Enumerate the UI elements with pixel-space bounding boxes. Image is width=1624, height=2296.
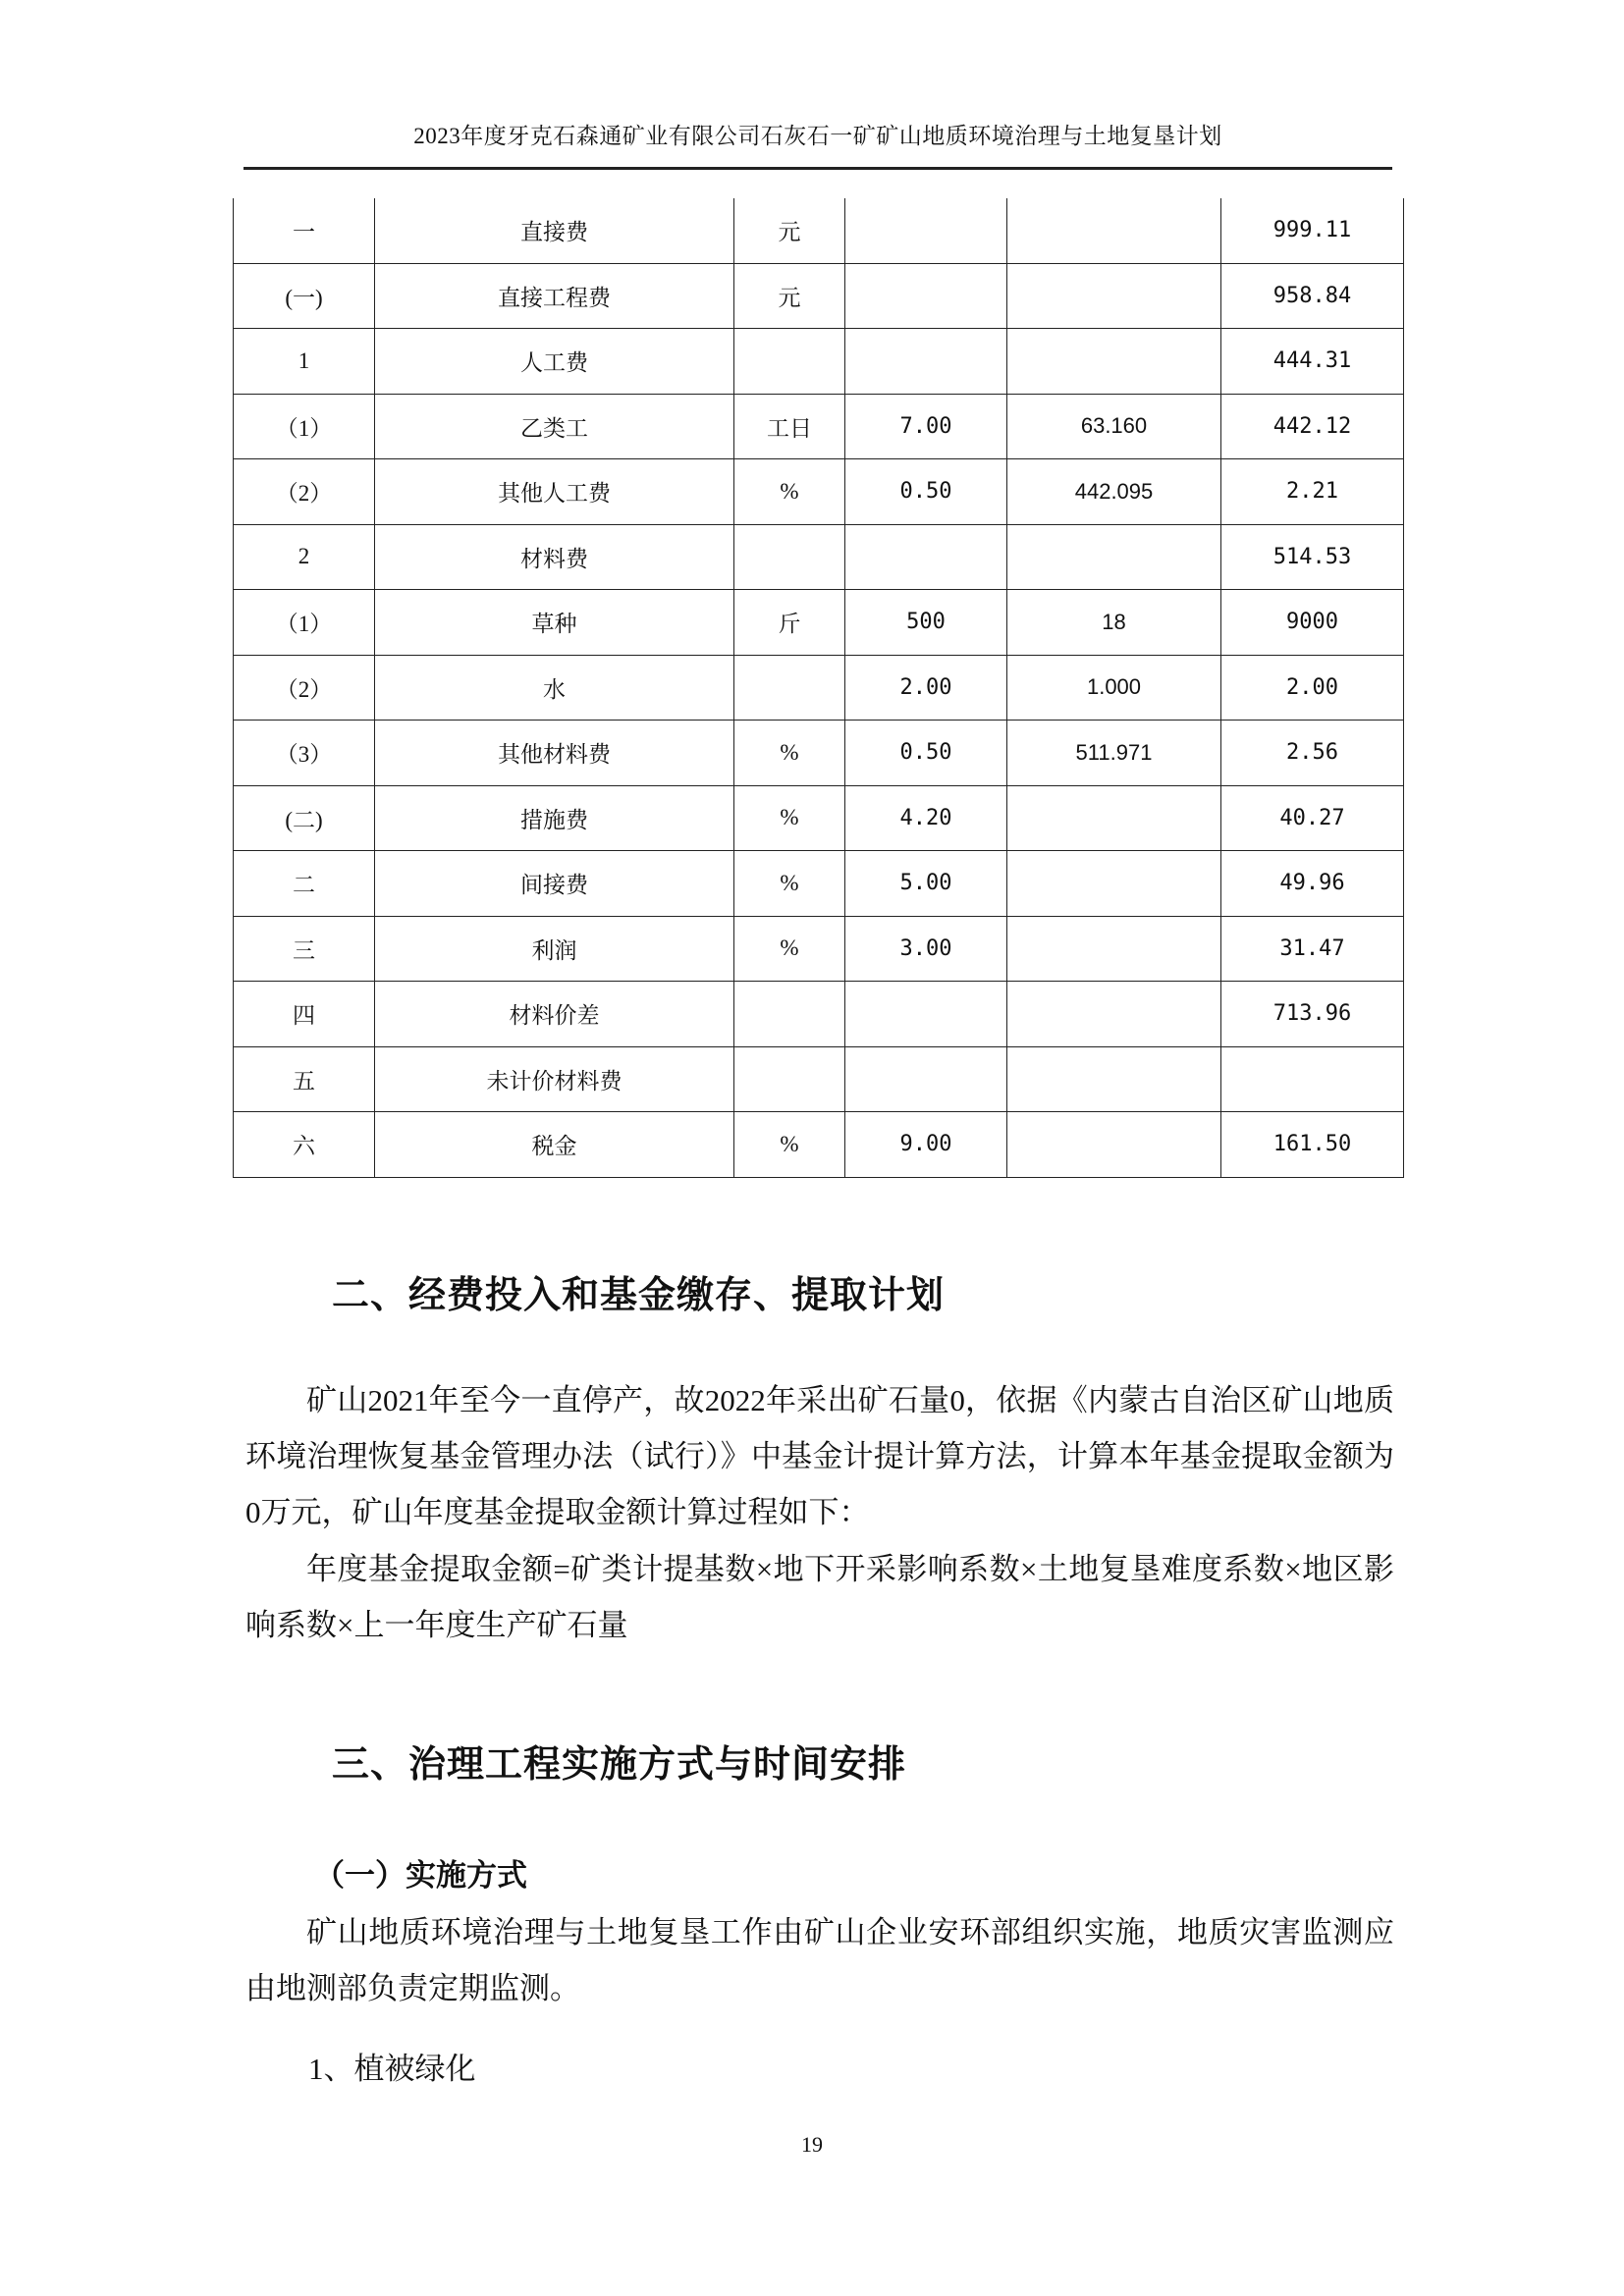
table-cell-name: 材料价差 (375, 982, 734, 1047)
table-cell-unit (734, 982, 845, 1047)
table-cell-total: 9000 (1221, 590, 1404, 656)
subheading-implementation-method: （一）实施方式 (314, 1858, 527, 1894)
table-cell-unit (734, 1046, 845, 1112)
table-row (234, 590, 1404, 656)
table-cell-qty (845, 982, 1007, 1047)
table-cell-name: 直接费 (375, 198, 734, 263)
table-cell-unit: 斤 (734, 590, 845, 656)
table-cell-total: 2.56 (1221, 721, 1404, 786)
table-cell-unit (734, 329, 845, 395)
table-cell-qty: 2.00 (845, 655, 1007, 721)
section-heading-funding: 二、经费投入和基金缴存、提取计划 (332, 1273, 946, 1316)
table-cell-qty: 0.50 (845, 459, 1007, 525)
table-cell-price (1007, 851, 1221, 917)
table-cell-qty: 500 (845, 590, 1007, 656)
table-cell-price (1007, 1112, 1221, 1178)
table-row (234, 394, 1404, 459)
table-row (234, 329, 1404, 395)
table-cell-no: 二 (234, 851, 375, 917)
table-row (234, 524, 1404, 590)
table-cell-unit (734, 655, 845, 721)
table-cell-no: （1） (234, 590, 375, 656)
table-cell-total: 2.00 (1221, 655, 1404, 721)
table-cell-qty: 0.50 (845, 721, 1007, 786)
table-cell-unit: % (734, 1112, 845, 1178)
table-cell-price (1007, 1046, 1221, 1112)
table-cell-total: 999.11 (1221, 198, 1404, 263)
table-cell-price (1007, 263, 1221, 329)
table-cell-no: 一 (234, 198, 375, 263)
page-number: 19 (801, 2132, 823, 2157)
table-cell-qty (845, 1046, 1007, 1112)
table-cell-no: 六 (234, 1112, 375, 1178)
cost-table-body (234, 198, 1404, 1177)
table-cell-name: 材料费 (375, 524, 734, 590)
table-cell-unit: % (734, 916, 845, 982)
table-row (234, 721, 1404, 786)
table-cell-total: 442.12 (1221, 394, 1404, 459)
table-cell-total: 514.53 (1221, 524, 1404, 590)
table-cell-no: 2 (234, 524, 375, 590)
table-cell-unit: 元 (734, 198, 845, 263)
fund-formula-paragraph: 年度基金提取金额=矿类计提基数×地下开采影响系数×土地复垦难度系数×地区影响系数×上一年度生产矿石量 (245, 1552, 1394, 1642)
table-cell-no: （1） (234, 394, 375, 459)
table-cell-unit: % (734, 459, 845, 525)
table-cell-price (1007, 916, 1221, 982)
table-row (234, 655, 1404, 721)
table-cell-unit: % (734, 721, 845, 786)
table-row (234, 198, 1404, 263)
table-cell-total: 2.21 (1221, 459, 1404, 525)
table-cell-qty: 7.00 (845, 394, 1007, 459)
table-cell-no: 四 (234, 982, 375, 1047)
table-cell-total: 31.47 (1221, 916, 1404, 982)
table-cell-qty: 9.00 (845, 1112, 1007, 1178)
table-cell-total: 161.50 (1221, 1112, 1404, 1178)
table-cell-name: 间接费 (375, 851, 734, 917)
table-row (234, 851, 1404, 917)
table-row (234, 459, 1404, 525)
table-cell-total: 444.31 (1221, 329, 1404, 395)
table-cell-name: 未计价材料费 (375, 1046, 734, 1112)
table-cell-name: 税金 (375, 1112, 734, 1178)
table-row (234, 1046, 1404, 1112)
table-cell-price (1007, 982, 1221, 1047)
table-cell-price (1007, 198, 1221, 263)
table-cell-no: （2） (234, 655, 375, 721)
table-cell-name: 草种 (375, 590, 734, 656)
table-cell-name: 人工费 (375, 329, 734, 395)
table-cell-name: 水 (375, 655, 734, 721)
table-cell-unit: 工日 (734, 394, 845, 459)
table-cell-qty: 5.00 (845, 851, 1007, 917)
table-cell-name: 措施费 (375, 785, 734, 851)
table-cell-name: 利润 (375, 916, 734, 982)
table-cell-price: 63.160 (1007, 394, 1221, 459)
table-cell-price (1007, 785, 1221, 851)
table-cell-price: 1.000 (1007, 655, 1221, 721)
table-cell-qty (845, 198, 1007, 263)
table-cell-total: 40.27 (1221, 785, 1404, 851)
table-cell-price: 442.095 (1007, 459, 1221, 525)
table-cell-price (1007, 524, 1221, 590)
table-cell-unit: 元 (734, 263, 845, 329)
table-row (234, 982, 1404, 1047)
table-cell-qty: 4.20 (845, 785, 1007, 851)
table-cell-no: 三 (234, 916, 375, 982)
cost-table (233, 198, 1404, 1178)
table-cell-no: (一) (234, 263, 375, 329)
table-cell-no: 五 (234, 1046, 375, 1112)
section-heading-implementation: 三、治理工程实施方式与时间安排 (332, 1742, 907, 1786)
table-cell-name: 直接工程费 (375, 263, 734, 329)
table-row (234, 785, 1404, 851)
table-cell-total: 713.96 (1221, 982, 1404, 1047)
table-cell-no: （2） (234, 459, 375, 525)
table-cell-total: 958.84 (1221, 263, 1404, 329)
table-cell-total: 49.96 (1221, 851, 1404, 917)
table-cell-name: 其他材料费 (375, 721, 734, 786)
page-header-title: 2023年度牙克石森通矿业有限公司石灰石一矿矿山地质环境治理与土地复垦计划 (413, 124, 1222, 148)
implementation-paragraph: 矿山地质环境治理与土地复垦工作由矿山企业安环部组织实施，地质灾害监测应由地测部负责定期监测。 (245, 1915, 1394, 2005)
table-cell-price (1007, 329, 1221, 395)
table-cell-name: 其他人工费 (375, 459, 734, 525)
funding-paragraph: 矿山2021年至今一直停产，故2022年采出矿石量0，依据《内蒙古自治区矿山地质环境治理恢复基金管理办法（试行）》中基金计提计算方法，计算本年基金提取金额为0万元，矿山年度基金提取金额计算过程如下： (245, 1383, 1394, 1529)
table-cell-price: 511.971 (1007, 721, 1221, 786)
table-row (234, 1112, 1404, 1178)
list-item-vegetation: 1、植被绿化 (308, 2052, 476, 2086)
table-cell-qty (845, 524, 1007, 590)
table-cell-no: （3） (234, 721, 375, 786)
table-cell-name: 乙类工 (375, 394, 734, 459)
table-cell-unit: % (734, 851, 845, 917)
table-cell-unit (734, 524, 845, 590)
table-cell-qty (845, 263, 1007, 329)
table-cell-qty (845, 329, 1007, 395)
table-cell-qty: 3.00 (845, 916, 1007, 982)
table-cell-price: 18 (1007, 590, 1221, 656)
table-row (234, 263, 1404, 329)
table-cell-unit: % (734, 785, 845, 851)
table-cell-total (1221, 1046, 1404, 1112)
table-row (234, 916, 1404, 982)
table-cell-no: (二) (234, 785, 375, 851)
header-divider (244, 167, 1392, 170)
table-cell-no: 1 (234, 329, 375, 395)
